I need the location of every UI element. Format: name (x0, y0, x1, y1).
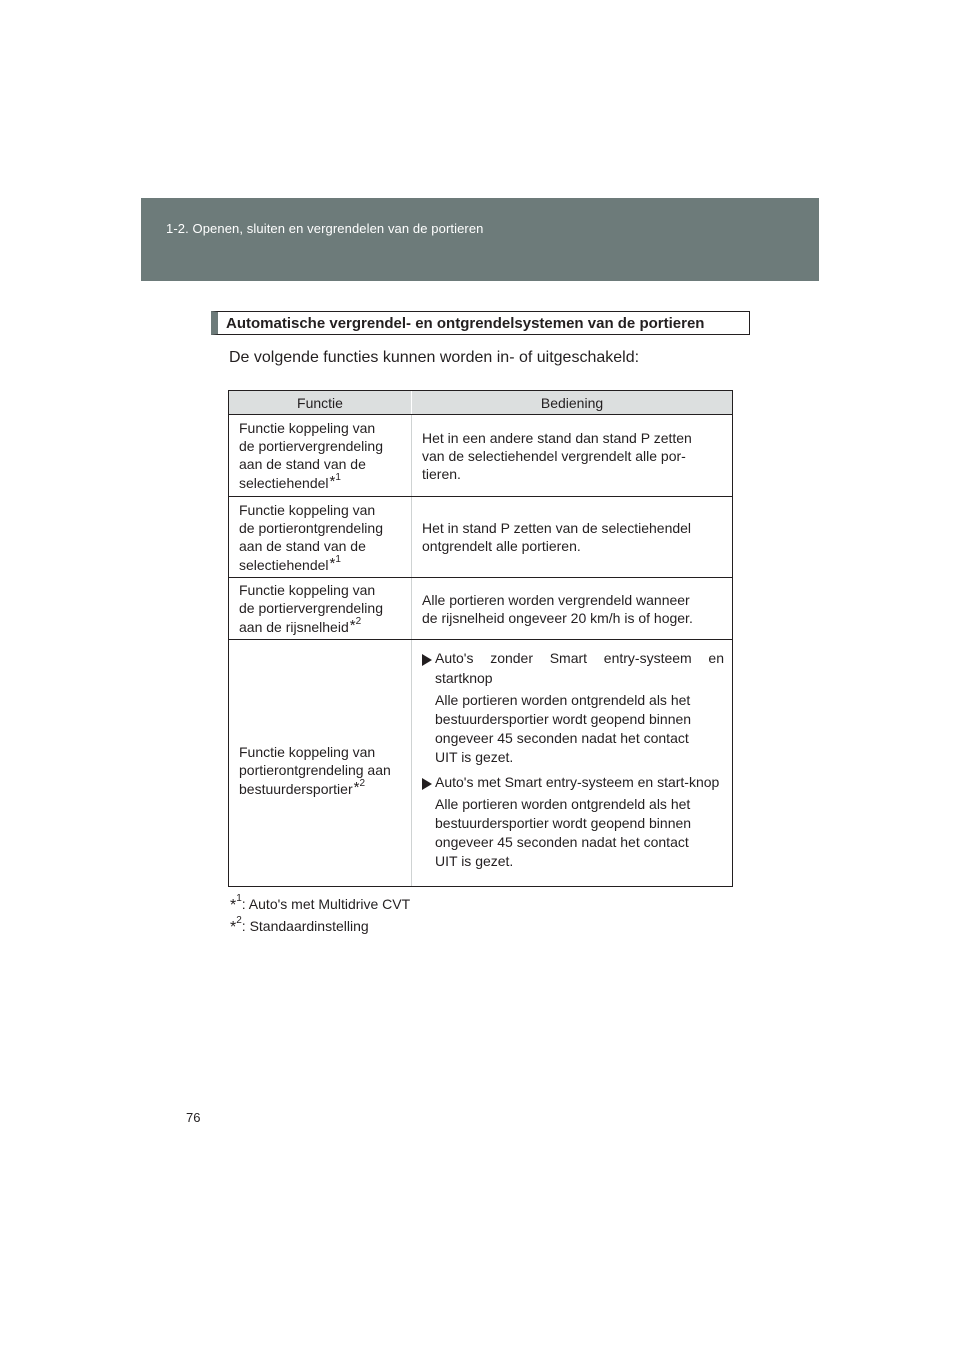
bullet-title: Auto's zonder Smart entry-systeem en startknop (435, 650, 724, 686)
function-cell: Functie koppeling van portierontgrendeling aan bestuurdersportier*$^2$ (229, 640, 412, 887)
bullet-body: Alle portieren worden ontgrendeld als het bestuurdersportier wordt geopend binnen ongeveer 45 seconden nadat het contact UIT is gezet. (435, 692, 692, 765)
footnote-item: *$^2$: Standaardinstelling (230, 915, 369, 936)
page-number: 76 (186, 1110, 201, 1125)
footnote-item: *$^1$: Auto's met Multidrive CVT (230, 893, 411, 914)
bullet-item (422, 773, 724, 871)
table-row (229, 640, 733, 887)
footnotes (229, 894, 410, 938)
chapter-header-band (141, 198, 819, 281)
table-header-row (229, 391, 733, 415)
function-cell: Functie koppeling van de portiervergrendeling aan de rijsnelheid*$^2$ (229, 578, 412, 640)
operation-cell: Het in stand P zetten van de selectiehendel ontgrendelt alle portieren. (412, 497, 733, 578)
operation-cell: Het in een andere stand dan stand P zetten van de selectiehendel vergrendelt alle por- tieren. (412, 415, 733, 497)
chapter-title: 1-2. Openen, sluiten en vergrendelen van de portieren (166, 221, 484, 236)
table-row (229, 497, 733, 578)
footnote-ref: 1 (335, 553, 341, 565)
column-header-operation: Bediening (412, 391, 733, 415)
column-header-function: Functie (229, 391, 412, 415)
bullet-title: Auto's met Smart entry-systeem en start-knop (435, 774, 720, 790)
section-heading: Automatische vergrendel- en ontgrendelsystemen van de portieren (211, 311, 750, 335)
table-row (229, 415, 733, 497)
bullet-item (422, 649, 724, 767)
footnote-ref: 2 (359, 777, 366, 789)
triangle-bullet-icon (422, 654, 432, 666)
operation-cell (412, 640, 733, 887)
table-row (229, 578, 733, 640)
function-cell: Functie koppeling van de portiervergrendeling aan de stand van de selectiehendel*$^1$ (229, 415, 412, 497)
bullet-body: Alle portieren worden ontgrendeld als het bestuurdersportier wordt geopend binnen ongeveer 45 seconden nadat het contact UIT is gezet. (435, 796, 692, 869)
footnote-ref: 2 (355, 616, 362, 628)
intro-text: De volgende functies kunnen worden in- of uitgeschakeld: (229, 349, 640, 366)
operation-cell: Alle portieren worden vergrendeld wanneer de rijsnelheid ongeveer 20 km/h is of hoger. (412, 578, 733, 640)
footnote-ref: 1 (335, 472, 341, 484)
function-table (228, 390, 733, 887)
function-cell: Functie koppeling van de portierontgrendeling aan de stand van de selectiehendel*$^1$ (229, 497, 412, 578)
triangle-bullet-icon (422, 778, 432, 790)
